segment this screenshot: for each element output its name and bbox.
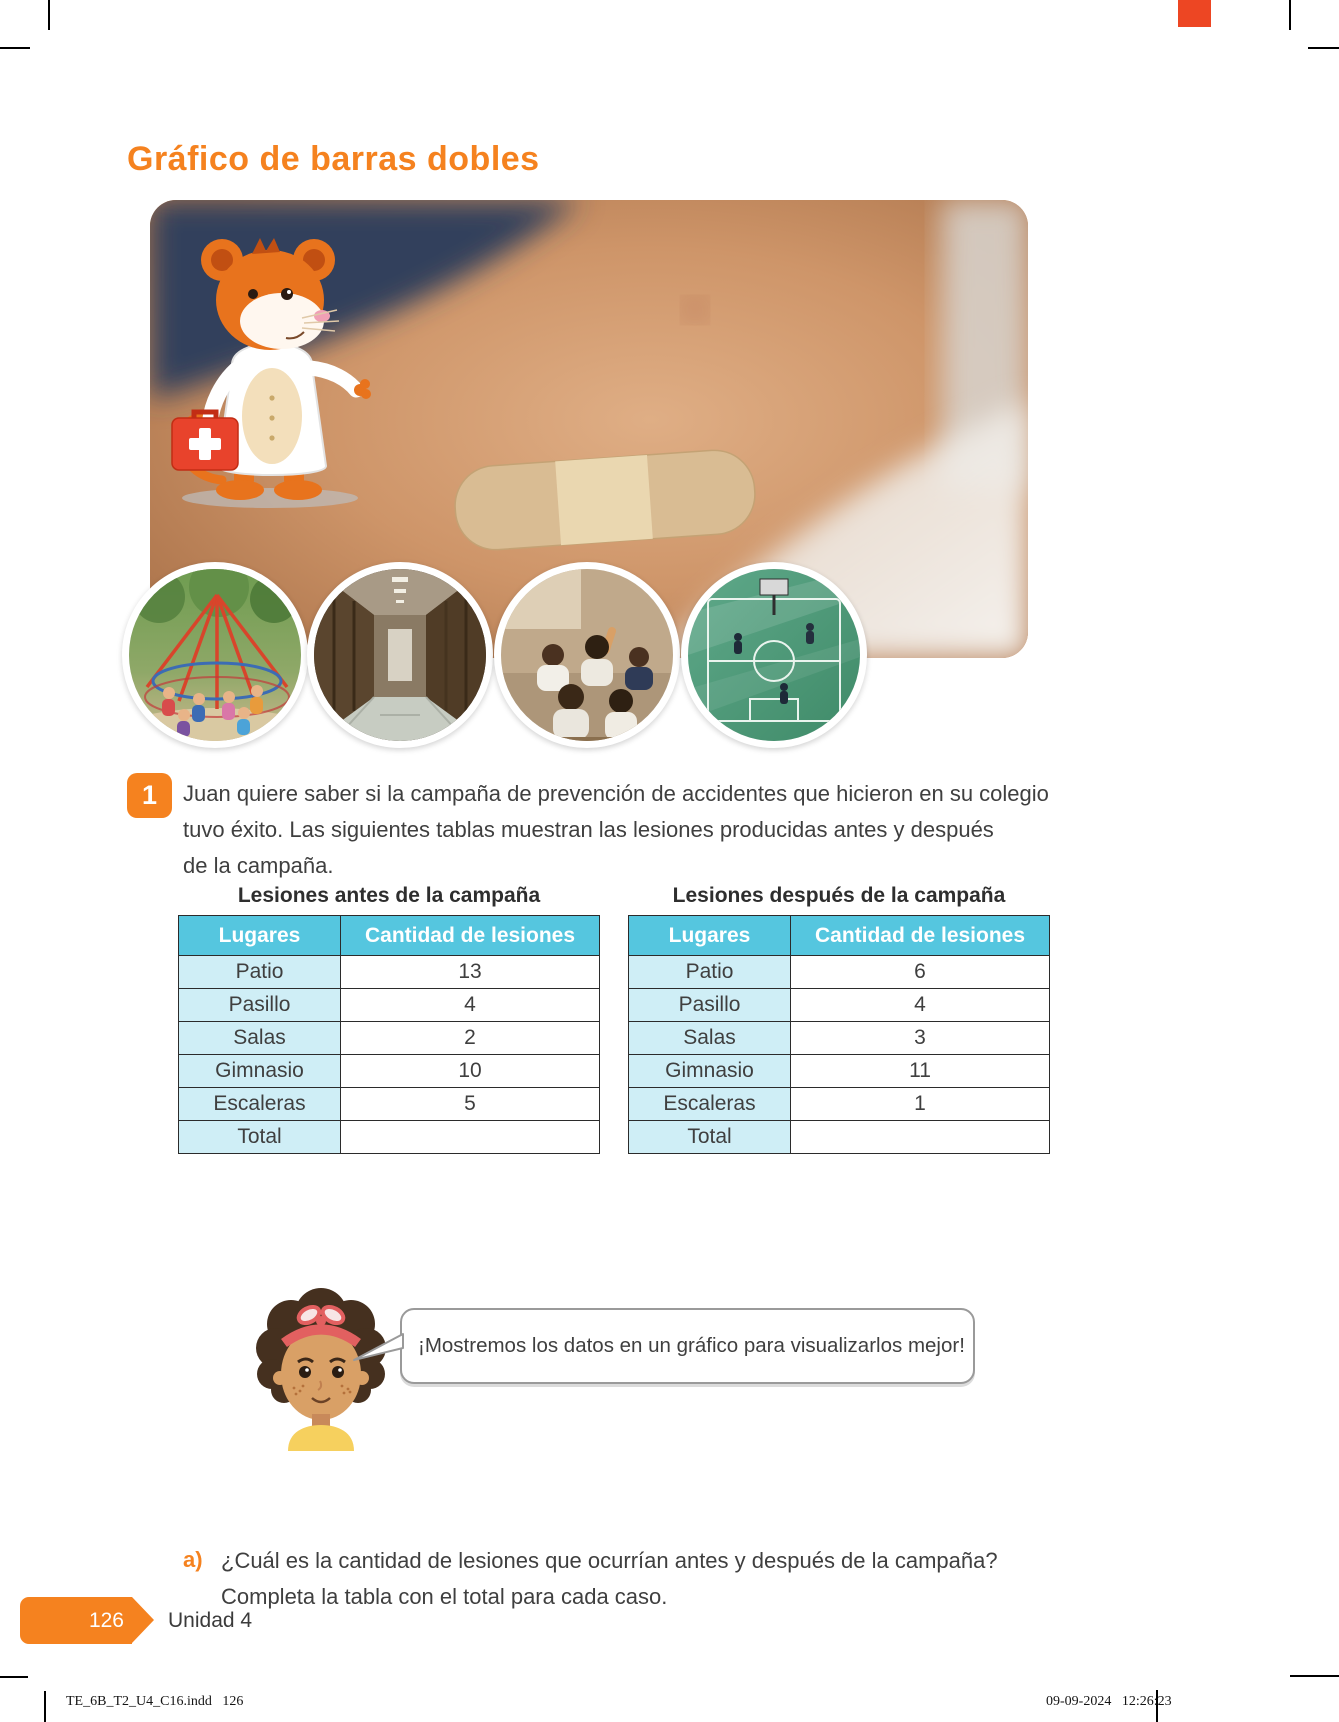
table-row bbox=[179, 1021, 599, 1054]
table-header-injuries: Cantidad de lesiones bbox=[814, 924, 1026, 947]
table-cell-place: Pasillo bbox=[629, 989, 791, 1021]
photo-playground bbox=[122, 562, 308, 748]
table-row bbox=[179, 1087, 599, 1120]
yellow-shirt bbox=[288, 1425, 354, 1451]
question-a-text bbox=[221, 1543, 998, 1615]
crop-mark bbox=[44, 1691, 46, 1722]
speech-bubble bbox=[400, 1308, 975, 1384]
question-a-line: Completa la tabla con el total para cada caso. bbox=[221, 1584, 668, 1609]
print-file-info: TE_6B_T2_U4_C16.indd 126 bbox=[66, 1694, 244, 1709]
page-number-badge: 126 bbox=[20, 1597, 132, 1644]
page-title: Gráfico de barras dobles bbox=[127, 140, 540, 178]
table-cell-place: Salas bbox=[179, 1022, 341, 1054]
photo-gym-court bbox=[681, 562, 867, 748]
table-cell-total-empty bbox=[341, 1121, 599, 1153]
table-cell-place: Patio bbox=[629, 956, 791, 988]
table-row bbox=[179, 988, 599, 1021]
exercise-text-line: tuvo éxito. Las siguientes tablas muestran las lesiones producidas antes y después bbox=[183, 817, 994, 842]
table-cell-place: Pasillo bbox=[179, 989, 341, 1021]
crop-mark bbox=[1308, 47, 1339, 49]
table-cell-total-empty bbox=[791, 1121, 1049, 1153]
exercise-text-line: de la campaña. bbox=[183, 853, 334, 878]
table-row bbox=[629, 1054, 1049, 1087]
crop-mark bbox=[0, 1676, 28, 1678]
table-cell-place: Patio bbox=[179, 956, 341, 988]
table-header-row bbox=[179, 916, 599, 955]
table-cell-place: Escaleras bbox=[629, 1088, 791, 1120]
table-title-after: Lesiones después de la campaña bbox=[672, 884, 1006, 907]
table-title-before: Lesiones antes de la campaña bbox=[237, 884, 541, 907]
table-header-places: Lugares bbox=[179, 916, 341, 955]
table-row bbox=[629, 1021, 1049, 1054]
table-cell-value: 13 bbox=[341, 956, 599, 988]
speech-bubble-text: ¡Mostremos los datos en un gráfico para visualizarlos mejor! bbox=[418, 1334, 965, 1357]
exercise-text bbox=[183, 776, 1049, 884]
question-a-label: a) bbox=[183, 1547, 203, 1572]
table-cell-place: Salas bbox=[629, 1022, 791, 1054]
table-before-campaign bbox=[178, 915, 600, 1154]
table-cell-value: 6 bbox=[791, 956, 1049, 988]
question-a-line: ¿Cuál es la cantidad de lesiones que ocurrían antes y después de la campaña? bbox=[221, 1548, 998, 1573]
table-cell-value: 4 bbox=[791, 989, 1049, 1021]
table-cell-value: 5 bbox=[341, 1088, 599, 1120]
photo-classroom bbox=[494, 562, 680, 748]
table-header-injuries: Cantidad de lesiones bbox=[364, 924, 576, 947]
crop-mark bbox=[1290, 1675, 1339, 1677]
table-cell-place: Escaleras bbox=[179, 1088, 341, 1120]
exercise-number-badge: 1 bbox=[127, 773, 172, 818]
table-row bbox=[629, 955, 1049, 988]
first-aid-kit bbox=[172, 412, 238, 470]
table-row bbox=[179, 1054, 599, 1087]
table-cell-place: Total bbox=[629, 1121, 791, 1153]
exercise-text-line: Juan quiere saber si la campaña de prevención de accidentes que hicieron en su colegio bbox=[183, 781, 1049, 806]
table-row bbox=[629, 1087, 1049, 1120]
crop-mark bbox=[0, 47, 30, 49]
table-row bbox=[629, 988, 1049, 1021]
table-cell-place: Total bbox=[179, 1121, 341, 1153]
table-cell-value: 4 bbox=[341, 989, 599, 1021]
table-header-places: Lugares bbox=[629, 916, 791, 955]
table-cell-place: Gimnasio bbox=[629, 1055, 791, 1087]
table-cell-value: 11 bbox=[791, 1055, 1049, 1087]
table-cell-value: 2 bbox=[341, 1022, 599, 1054]
unit-label: Unidad 4 bbox=[168, 1609, 253, 1632]
print-datetime-info: 09-09-2024 12:26:23 bbox=[1046, 1694, 1172, 1709]
table-row-total bbox=[629, 1120, 1049, 1153]
mouse-doctor-mascot bbox=[152, 218, 397, 510]
girl-character bbox=[246, 1286, 396, 1451]
photo-school-hallway bbox=[307, 562, 493, 748]
table-cell-value: 1 bbox=[791, 1088, 1049, 1120]
crop-mark bbox=[1289, 0, 1291, 30]
table-cell-place: Gimnasio bbox=[179, 1055, 341, 1087]
table-row-total bbox=[179, 1120, 599, 1153]
table-cell-value: 3 bbox=[791, 1022, 1049, 1054]
table-header-row bbox=[629, 916, 1049, 955]
table-row bbox=[179, 955, 599, 988]
speech-bubble-tail bbox=[352, 1332, 404, 1368]
table-after-campaign bbox=[628, 915, 1050, 1154]
registration-color-mark bbox=[1178, 0, 1211, 27]
table-cell-value: 10 bbox=[341, 1055, 599, 1087]
crop-mark bbox=[48, 0, 50, 30]
